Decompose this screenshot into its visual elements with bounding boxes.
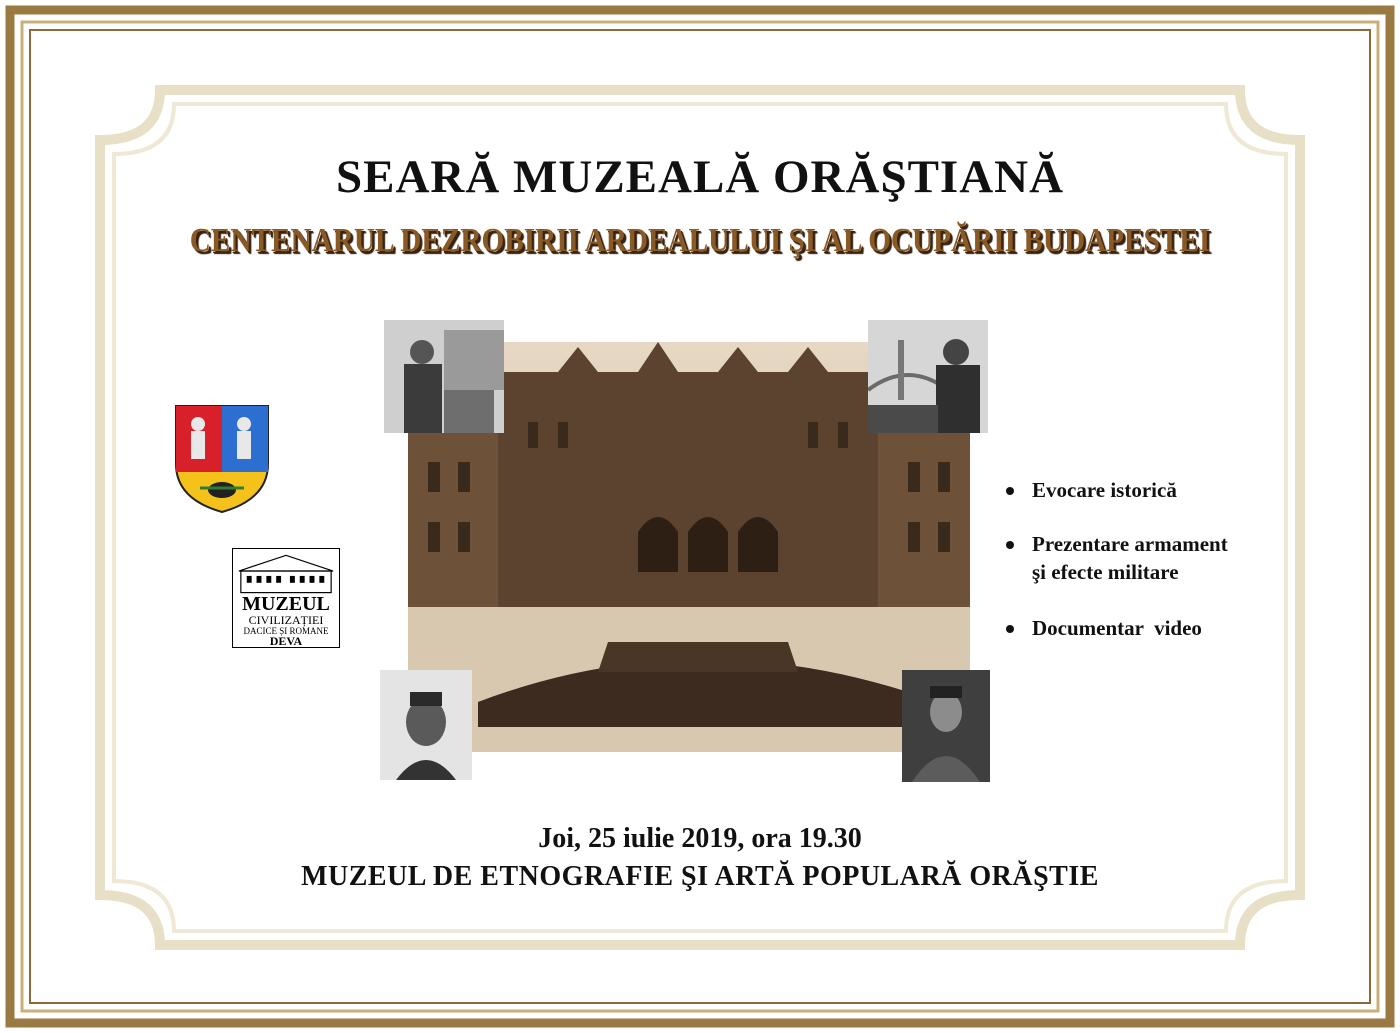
poster-title: SEARĂ MUZEALĂ ORĂŞTIANĂ [335, 151, 1065, 203]
poster-subtitle: CENTENARUL DEZROBIRII ARDEALULUI ŞI AL OCUPĂRII BUDAPESTEI [189, 222, 1211, 259]
coat-of-arms-icon [174, 404, 270, 514]
museum-building-icon [233, 549, 339, 595]
event-date: Joi, 25 iulie 2019, ora 19.30 [538, 823, 862, 854]
museum-logo-line1: MUZEUL [242, 593, 330, 615]
event-venue: MUZEUL DE ETNOGRAFIE ŞI ARTĂ POPULARĂ ORĂŞTIE [301, 861, 1099, 892]
program-item-text-continued: şi efecte militare [1032, 560, 1179, 584]
portrait-photo-bottom-left [380, 670, 472, 780]
museum-logo [232, 548, 340, 648]
program-item-text: Documentar video [1032, 616, 1202, 640]
program-item [1006, 614, 1202, 642]
bullet-icon [1006, 541, 1014, 549]
portrait-photo-top-left [384, 320, 504, 433]
bullet-icon [1006, 487, 1014, 495]
portrait-photo-top-right [868, 320, 988, 433]
bullet-icon [1006, 625, 1014, 633]
program-item-text: Evocare istorică [1032, 478, 1177, 502]
museum-logo-line4: DEVA [269, 634, 303, 648]
program-item-text: Prezentare armament [1032, 532, 1228, 556]
program-item [1006, 530, 1332, 586]
museum-logo-line2: CIVILIZAȚIEI [248, 613, 324, 627]
portrait-photo-bottom-right [902, 670, 990, 782]
program-item [1006, 476, 1177, 504]
museum-logo-line3: DACICE ȘI ROMANE [243, 626, 329, 636]
